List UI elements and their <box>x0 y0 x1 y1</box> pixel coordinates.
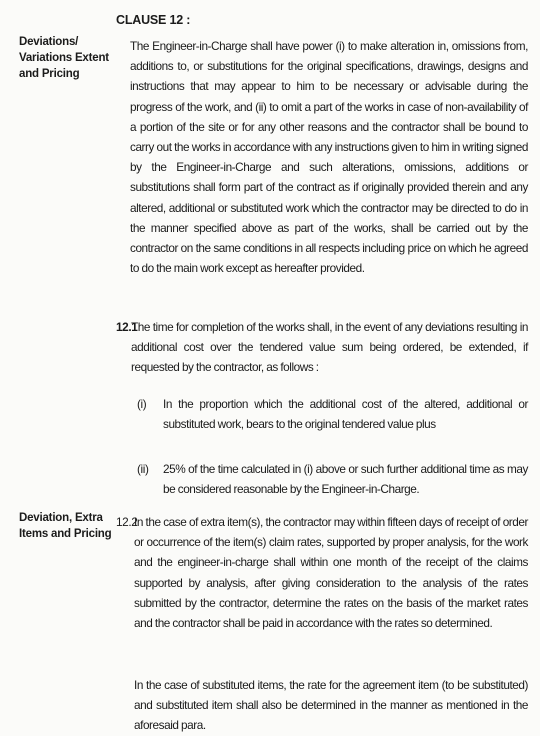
item-i-label: (i) <box>137 397 147 411</box>
side-heading-deviation-extra-items: Deviation, Extra Items and Pricing <box>19 512 112 540</box>
section-12-2-paragraph: In the case of extra item(s), the contractor may within fifteen days of receipt of order or occurrence of the item(s) claim rates, supported by proper analysis, for the work and the engineer-in-charge shall within one month of the receipt of the claims supported by analysis, after giving consideration to the analysis of the rates submitted by the contractor, determine the rates on the basis of the market rates and the contractor shall be paid in accordance with the rates so determined. <box>134 515 528 631</box>
section-number-12-1: 12.1 <box>116 320 138 334</box>
section-number-12-2: 12.2 <box>116 515 138 529</box>
clause-title: CLAUSE 12 : <box>116 13 191 27</box>
section-12-1-paragraph: The time for completion of the works shall, in the event of any deviations resulting in additional cost over the tendered value sum being ordered, be extended, if requested by the contractor, as follows : <box>131 320 528 375</box>
item-ii-label: (ii) <box>137 462 149 476</box>
substituted-items-paragraph: In the case of substituted items, the rate for the agreement item (to be substituted) and substituted item shall also be determined in the manner as mentioned in the aforesaid para. <box>134 678 528 733</box>
side-heading-deviations: Deviations/ Variations Extent and Pricing <box>19 36 109 80</box>
clause-intro-paragraph: The Engineer-in-Charge shall have power (i) to make alteration in, omissions from, additions to, or substitutions for the original specifications, drawings, designs and instructions that may appear to him to be necessary or advisable during the progress of the work, and (ii) to omit a part of the works in case of non-availability of a portion of the site or for any other reasons and the contractor shall be bound to carry out the works in accordance with any instructions given to him in writing signed by the Engineer-in-Charge and such alterations, omissions, additions or substitutions shall form part of the contract as if originally provided therein and any altered, additional or substituted work which the contractor may be directed to do in the manner specified above as part of the works, shall be carried out by the contractor on the same conditions in all respects including price on which he agreed to do the main work except as hereafter provided. <box>130 39 528 276</box>
item-ii-text: 25% of the time calculated in (i) above or such further additional time as may be considered reasonable by the Engineer-in-Charge. <box>163 462 528 497</box>
item-i-text: In the proportion which the additional cost of the altered, additional or substituted work, bears to the original tendered value plus <box>163 397 528 432</box>
